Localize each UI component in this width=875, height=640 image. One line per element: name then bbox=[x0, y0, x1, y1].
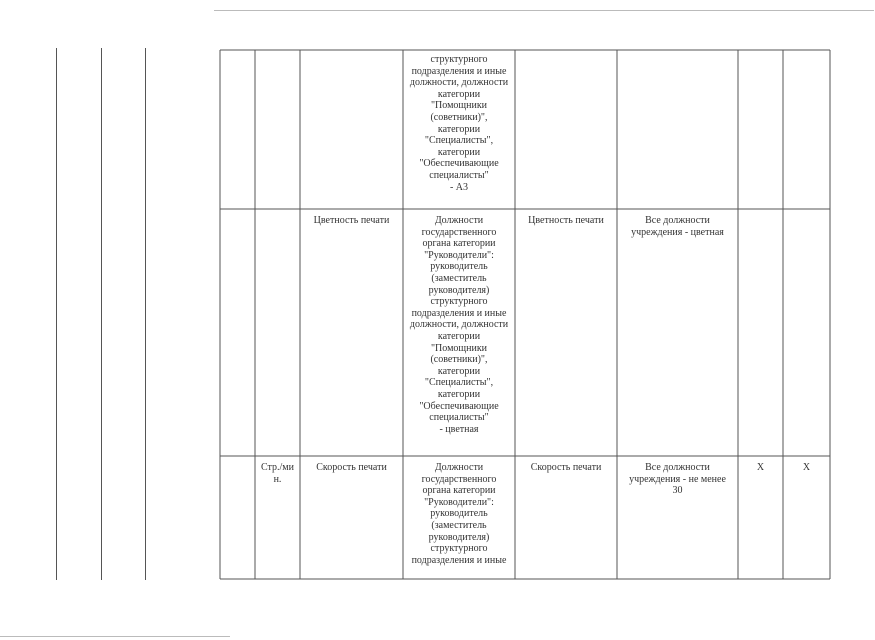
row3-characteristic: Скорость печати bbox=[316, 462, 387, 473]
row3-description: Должности государственного органа категории "Руководители": руководитель (заместитель руководителя) структурного подразделения и иные bbox=[411, 462, 507, 566]
row3-mark-1: X bbox=[756, 462, 765, 473]
row2-characteristic-2: Цветность печати bbox=[528, 215, 604, 226]
row3-characteristic-2: Скорость печати bbox=[530, 462, 602, 473]
row2-characteristic: Цветность печати bbox=[313, 215, 390, 226]
row3-value: Все должности учреждения - не менее 30 bbox=[629, 462, 726, 497]
row2-description: Должности государственного органа категории "Руководители": руководитель (заместитель руководителя) структурного подразделения и иные должности, должности категории "Помощники (советники)", категории "Специалисты", категории "Обеспечивающие специалисты" - цветная bbox=[409, 215, 509, 435]
row3-mark-2: X bbox=[802, 462, 811, 473]
row1-description: структурного подразделения и иные должности, должности категории "Помощники (советники)", категории "Специалисты", категории "Обеспечивающие специалисты" - А3 bbox=[409, 54, 509, 193]
row3-unit: Стр./ми н. bbox=[261, 462, 294, 485]
row2-value: Все должности учреждения - цветная bbox=[631, 215, 724, 238]
